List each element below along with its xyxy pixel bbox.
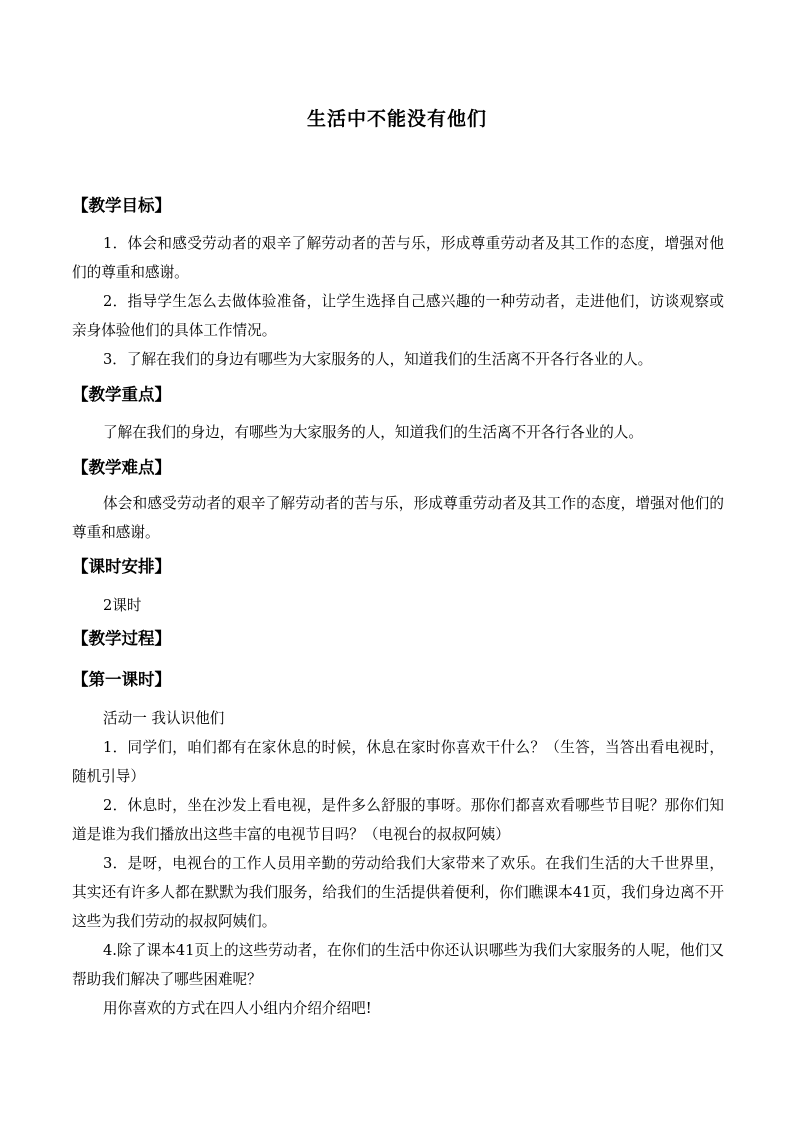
lesson-item-2: 2．休息时，坐在沙发上看电视，是件多么舒服的事呀。那你们都喜欢看哪些节目呢？那你们知道是谁为我们播放出这些丰富的电视节目吗？（电视台的叔叔阿姨） — [72, 797, 724, 843]
heading-first-lesson: 【第一课时】 — [72, 670, 171, 689]
heading-schedule: 【课时安排】 — [72, 557, 171, 576]
heading-difficulties: 【教学难点】 — [72, 458, 171, 477]
difficulties-text: 体会和感受劳动者的艰辛了解劳动者的苦与乐，形成尊重劳动者及其工作的态度，增强对他们的尊重和感谢。 — [72, 495, 724, 541]
goal-item-3: 3．了解在我们的身边有哪些为大家服务的人，知道我们的生活离不开各行各业的人。 — [103, 351, 653, 368]
lesson-item-1: 1．同学们，咱们都有在家休息的时候，休息在家时你喜欢干什么？（生答，当答出看电视时，随机引导） — [72, 739, 724, 785]
goal-item-2: 2．指导学生怎么去做体验准备，让学生选择自己感兴趣的一种劳动者，走进他们，访谈观察或亲身体验他们的具体工作情况。 — [72, 293, 724, 339]
schedule-text: 2课时 — [103, 597, 142, 614]
goal-item-1: 1．体会和感受劳动者的艰辛了解劳动者的苦与乐，形成尊重劳动者及其工作的态度，增强对他们的尊重和感谢。 — [72, 235, 724, 281]
heading-teaching-goals: 【教学目标】 — [72, 196, 171, 215]
closing-instruction: 用你喜欢的方式在四人小组内介绍介绍吧! — [103, 1000, 372, 1017]
heading-key-points: 【教学重点】 — [72, 385, 171, 404]
page-title: 生活中不能没有他们 — [306, 108, 487, 130]
activity-title: 活动一 我认识他们 — [103, 710, 225, 727]
key-points-text: 了解在我们的身边，有哪些为大家服务的人，知道我们的生活离不开各行各业的人。 — [103, 424, 643, 441]
heading-teaching-process: 【教学过程】 — [72, 629, 171, 648]
lesson-item-4: 4.除了课本41页上的这些劳动者，在你们的生活中你还认识哪些为我们大家服务的人呢，他们又帮助我们解决了哪些困难呢？ — [72, 942, 724, 988]
lesson-item-3: 3．是呀，电视台的工作人员用辛勤的劳动给我们大家带来了欢乐。在我们生活的大千世界里，其实还有许多人都在默默为我们服务，给我们的生活提供着便利，你们瞧课本41页，我们身边离不开这些为我们劳动的叔叔阿姨们。 — [72, 855, 724, 930]
